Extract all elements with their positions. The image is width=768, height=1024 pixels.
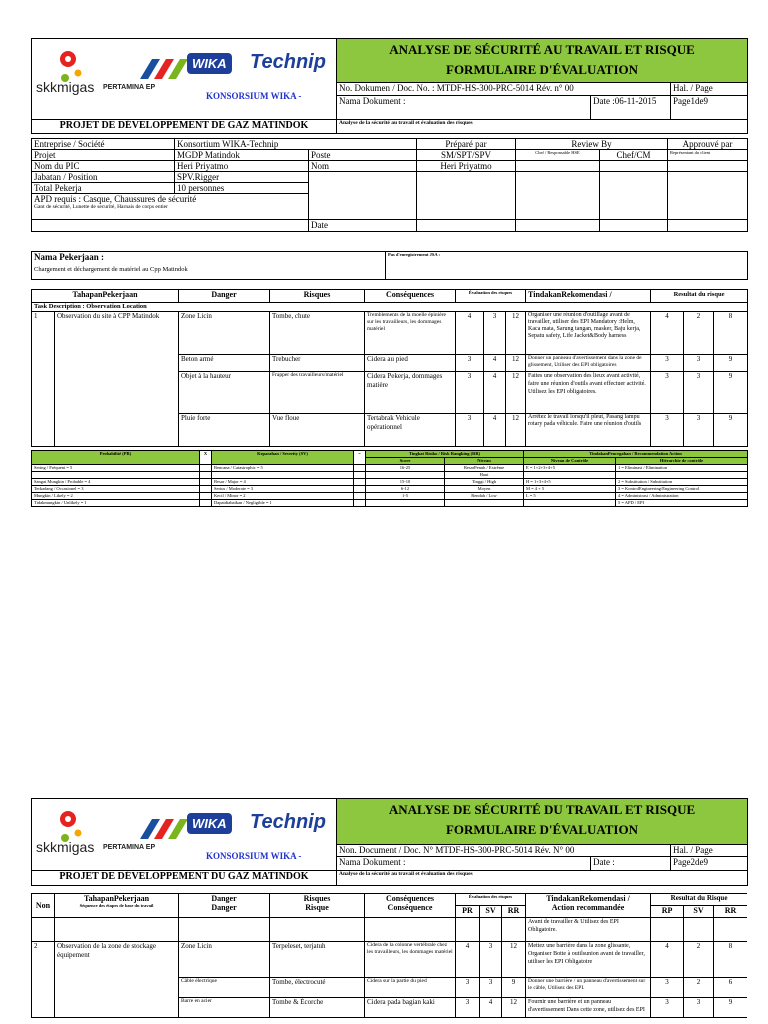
legend-prob: Sering / Fréquent = 5 (32, 465, 200, 472)
rp-cell: 3 (651, 998, 684, 1018)
pertamina-logo-icon (134, 813, 190, 843)
logo-area-p2 (32, 799, 337, 871)
apd-label: APD requis : Casque, Chaussures de sécurité (34, 194, 197, 204)
col-tindakan: TindakanRekomendasi / (546, 894, 630, 903)
legend-hier: 3 = KontrolEngineering/Engineering Control (616, 486, 748, 493)
legend-niveau: BesarPenuh / Extrême (445, 465, 524, 472)
danger-cell: Câble électrique (179, 978, 270, 998)
col-evaluation: Évaluation des risques (456, 894, 526, 906)
entreprise-value: Konsortium WIKA-Technip (175, 139, 417, 150)
legend-prob: Tidakmungkin / Unlikely = 1 (32, 500, 200, 507)
risque-cell: Tombe, chute (270, 312, 365, 355)
risk-table-page2 (31, 893, 747, 1024)
form-title-line2: FORMULAIRE D'ÉVALUATION (446, 62, 639, 77)
col-rp: RP (651, 906, 684, 918)
pic-value: Heri Priyatmo (175, 161, 309, 172)
table-row (32, 312, 748, 355)
pic-label: Nom du PIC (32, 161, 175, 172)
danger-cell: Pluie forte (179, 414, 270, 447)
skkmigas-label: skkmigas (36, 839, 95, 855)
pertamina-label: PERTAMINA EP (103, 844, 156, 851)
doc-number: No. Dokumen / Doc. No. : MTDF-HS-300-PRC-5014 Rév. n° 00 (337, 83, 671, 95)
wika-logo (187, 53, 232, 74)
legend-prob: Sangat Mungkin / Probable = 4 (32, 479, 200, 486)
projet-label: Projet (32, 150, 175, 161)
sv-cell: 3 (480, 978, 502, 998)
approve-label: Approuvé par (668, 139, 748, 150)
rrr-cell: 9 (714, 998, 747, 1018)
page-label: Hal. / Page (671, 83, 748, 95)
job-name-label: Nama Pekerjaan : (34, 252, 104, 262)
risk-table-page1 (31, 289, 747, 451)
col-resultat: Resultat du Risque (651, 894, 747, 906)
konsortium-label: KONSORSIUM WIKA - (206, 851, 302, 861)
legend-hier-header: Hiérarchie de contrôle (616, 458, 748, 465)
rsv-cell: 3 (684, 355, 714, 372)
consequence-cell: Cidera au pied (365, 355, 456, 372)
risque-cell: Frapper des travailleurs/matériel (270, 372, 365, 414)
col-rrr: RR (714, 906, 747, 918)
danger-cell: Zone Licin (179, 312, 270, 355)
pr-cell: 3 (456, 355, 484, 372)
danger-cell: Zone Licin (179, 942, 270, 978)
consequence-cell: Cidera sur la partie du pied (365, 978, 456, 998)
rr-cell: 12 (506, 414, 526, 447)
project-title: PROJET DE DÉVELOPPEMENT DE GAZ MATINDOK (32, 119, 337, 133)
legend-score: 6-12 (366, 486, 445, 493)
rrr-cell: 9 (714, 414, 748, 447)
consequence-cell: Tremblements de la moelle épinière sur les travailleurs, les dommages matériel (365, 312, 456, 355)
rr-cell: 12 (502, 942, 526, 978)
apd-value: Gant de sécurité, Lunette de securité, Harnais de corps entier (34, 204, 168, 210)
subtitle: Analyse de la sécurité au travail et évaluation des risques (337, 119, 748, 133)
page1-header (31, 38, 747, 134)
consequence-cell: Cidera Pekerja, dommages matière (365, 372, 456, 414)
logo-area (32, 39, 337, 120)
page-number: Page2de9 (671, 857, 748, 870)
sv-cell: 4 (484, 414, 506, 447)
legend-nivc: H = 1+3+4+5 (524, 479, 616, 486)
danger-cell: Barre en acier (179, 998, 270, 1018)
konsortium-label: KONSORSIUM WIKA - (206, 91, 302, 101)
action-cell: Fournir une barrière et un panneau d'avertissement Dans cette zone, utilisez des EPI (526, 998, 651, 1018)
pr-cell: 4 (456, 942, 480, 978)
legend-sev: Serius / Moderate = 3 (212, 486, 354, 493)
legend-score: 16-25 (366, 465, 445, 472)
page-number: Page1de9 (671, 95, 748, 119)
col-tahapan-sub: Séquence des étapes de base du travail (79, 903, 154, 908)
col-rr: RR (502, 906, 526, 918)
legend-sev: Bencana / Catastrophic = 5 (212, 465, 354, 472)
legend-niveau: Tinggi / High (445, 479, 524, 486)
step-description: Observation de la zone de stockage équipement (55, 942, 179, 1018)
pertamina-logo-icon (134, 53, 190, 83)
legend-hier: 2 = Substitution / Substitution (616, 479, 748, 486)
approve-value: Représentant du client (668, 150, 748, 161)
wika-logo-icon: WIKA (187, 53, 232, 74)
col-tahapan: TahapanPekerjaan (32, 290, 179, 303)
form-title-line1: ANALYSE DE SÉCURITÉ AU TRAVAIL ET RISQUE (389, 42, 695, 57)
prepare-label: Préparé par (417, 139, 516, 150)
page2-header (31, 798, 747, 886)
col-sv: SV (480, 906, 502, 918)
form-title (337, 799, 748, 845)
subtitle: Analyse de la sécurité au travail et évaluation des risques (337, 870, 748, 885)
col-pr: PR (456, 906, 480, 918)
legend-sev: Besar / Major = 4 (212, 479, 354, 486)
sv-cell: 3 (480, 942, 502, 978)
consequence-cell: Cidera pada bagian kaki (365, 998, 456, 1018)
rr-cell: 12 (502, 998, 526, 1018)
table-row (32, 918, 748, 942)
legend-eq: = (354, 451, 366, 465)
prepare-name: Heri Priyatmo (417, 161, 516, 172)
rsv-cell: 2 (684, 312, 714, 355)
legend-nivc: E = 1+2+3+4+5 (524, 465, 616, 472)
review-label: Review By (516, 139, 668, 150)
legend-niveau: Moyen (445, 486, 524, 493)
review-cm: Chef/CM (600, 150, 668, 161)
page-label: Hal. / Page (671, 845, 748, 857)
doc-date: Date :06-11-2015 (591, 95, 671, 119)
sv-cell: 3 (484, 312, 506, 355)
legend-hier: 5 = APD / EPI (616, 500, 748, 507)
col-risques: Risques (270, 290, 365, 303)
col-tindakan: TindakanRekomendasi / (526, 290, 651, 303)
form-title-line1: ANALYSE DE SÉCURITÉ DU TRAVAIL ET RISQUE (388, 802, 696, 817)
sv-cell: 4 (484, 372, 506, 414)
legend-niveau-header: Niveau (445, 458, 524, 465)
legend-prob: Mungkin / Likely = 2 (32, 493, 200, 500)
pertamina-label: PERTAMINA EP (103, 84, 156, 91)
legend-prob-header: Probabilité (PR) (32, 451, 200, 465)
col-non: Non (32, 894, 55, 918)
action-cell: Mettez une barrière dans la zone glissante, Organiser Botte à outilsunion avant de travailler, utiliser les EPI Obligatoire (526, 942, 651, 978)
nom-label: Nom (309, 161, 417, 172)
total-label: Total Pekerja (32, 183, 175, 194)
col-consequences: Conséquences (365, 290, 456, 303)
rp-cell: 3 (651, 978, 684, 998)
jabatan-label: Jabatan / Position (32, 172, 175, 183)
carry-over-action: Avant de travailler & Utilisez des EPI Obligatoire. (526, 918, 651, 942)
task-description: Task Description : Observation Location (32, 303, 748, 312)
rp-cell: 3 (651, 372, 684, 414)
col-danger: Danger (179, 290, 270, 303)
table-row (32, 942, 748, 978)
rsv-cell: 3 (684, 372, 714, 414)
legend-sev: Kecil / Minor = 2 (212, 493, 354, 500)
legend-niveau: Rendah / Low (445, 493, 524, 500)
col-resultat: Resultat du risque (651, 290, 748, 303)
legend-rank-header: Tingkat Risiko / Risk Rangking (RR) (366, 451, 524, 458)
legend-sev-header: Keparahan / Severity (SV) (212, 451, 354, 465)
date-label: Date (309, 220, 417, 232)
rrr-cell: 8 (714, 312, 748, 355)
row-number: 2 (32, 942, 55, 1018)
rsv-cell: 3 (684, 414, 714, 447)
rrr-cell: 6 (714, 978, 747, 998)
rp-cell: 4 (651, 942, 684, 978)
col-risques: Risques (303, 894, 331, 903)
rr-cell: 12 (506, 372, 526, 414)
danger-cell: Beton armé (179, 355, 270, 372)
consequence-cell: Tertabrak Vehicule opérationnel (365, 414, 456, 447)
legend-nivc: M = 4 + 5 (524, 486, 616, 493)
row-number: 1 (32, 312, 55, 447)
rr-cell: 12 (506, 312, 526, 355)
risque-cell: Terpeleset, terjatuh (270, 942, 365, 978)
pr-cell: 3 (456, 372, 484, 414)
wika-logo (187, 813, 232, 834)
form-title (337, 39, 748, 83)
rsv-cell: 3 (684, 998, 714, 1018)
entreprise-label: Entreprise / Société (32, 139, 175, 150)
pr-cell: 3 (456, 978, 480, 998)
sv-cell: 4 (484, 355, 506, 372)
col-rsv: SV (684, 906, 714, 918)
rsv-cell: 2 (684, 978, 714, 998)
pr-cell: 3 (456, 998, 480, 1018)
action-cell: Donner un panneau d'avertissement dans la zone de glissement, Utiliser des EPI obligatoires (526, 355, 651, 372)
pr-cell: 3 (456, 414, 484, 447)
action-cell: Arrêtez le travail lorsqu'il pleut, Pasang lampu rotary pada véhicule. Faire une réunion d'outils (526, 414, 651, 447)
jsa-label: Pas d'enregistrement JSA : (386, 252, 748, 280)
rrr-cell: 9 (714, 355, 748, 372)
sv-cell: 4 (480, 998, 502, 1018)
prepare-value: SM/SPT/SPV (417, 150, 516, 161)
danger-cell: Objet à la hauteur (179, 372, 270, 414)
wika-logo-icon: WIKA (187, 813, 232, 834)
jabatan-value: SPV.Rigger (175, 172, 309, 183)
rrr-cell: 8 (714, 942, 747, 978)
doc-date: Date : (591, 857, 671, 870)
rsv-cell: 2 (684, 942, 714, 978)
legend-score: 1-5 (366, 493, 445, 500)
legend-score: 15-10 (366, 479, 445, 486)
rr-cell: 9 (502, 978, 526, 998)
rrr-cell: 9 (714, 372, 748, 414)
review-hse: Chef / Responsable HSE (516, 150, 600, 161)
col-risques-sub: Risque (305, 903, 329, 912)
rr-cell: 12 (506, 355, 526, 372)
risque-cell: Vue floue (270, 414, 365, 447)
projet-value: MGDP Matindok (175, 150, 309, 161)
project-title: PROJET DE DÉVELOPPEMENT DU GAZ MATINDOK (32, 870, 337, 885)
doc-name: Nama Dokument : (337, 857, 591, 870)
col-consequences: Conséquences (385, 894, 434, 903)
technip-logo: Technip (250, 811, 326, 833)
risk-legend (31, 450, 747, 508)
col-danger-sub: Danger (211, 903, 237, 912)
risque-cell: Trebucher (270, 355, 365, 372)
col-consequences-sub: Conséquence (387, 903, 433, 912)
rp-cell: 4 (651, 312, 684, 355)
risque-cell: Tombe & Écorche (270, 998, 365, 1018)
pr-cell: 4 (456, 312, 484, 355)
action-cell: Organiser une réunion d'outillage avant de travailler, utiliser des EPI Mandatory :Helm, Kaca mata, Sarung tangan, masker, Baju kerja, Sepatu safety, Life Jacket&Body harness (526, 312, 651, 355)
legend-hier: 1 = Eliminasi / Elimination (616, 465, 748, 472)
col-danger: Danger (211, 894, 237, 903)
legend-sev: Dapatdiabaikan / Negligible = 1 (212, 500, 354, 507)
legend-x: X (200, 451, 212, 465)
action-cell: Donner une barrière / un panneau d'avertissement sur le câble, Utilisez des EPI. (526, 978, 651, 998)
col-evaluation: Évaluation des risques (456, 290, 526, 303)
legend-hier: 4 = Administrasi / Administration (616, 493, 748, 500)
job-block (31, 251, 747, 280)
info-block (31, 138, 747, 242)
legend-nivc-header: Niveau de Contrôle (524, 458, 616, 465)
rp-cell: 3 (651, 414, 684, 447)
consequence-cell: Cidera de la colonne vertébrale chez les travailleurs, les dommages matériel (365, 942, 456, 978)
doc-number: Non. Document / Doc. N° MTDF-HS-300-PRC-5014 Rév. N° 00 (337, 845, 671, 857)
action-cell: Faites une observation des lieux avant activité, faire une réunion d'outils avant effectuer activité. Utilisez les EPI obligatoires. (526, 372, 651, 414)
legend-score-header: Score (366, 458, 445, 465)
rp-cell: 3 (651, 355, 684, 372)
total-value: 10 personnes (175, 183, 309, 194)
technip-logo: Technip (250, 51, 326, 73)
form-title-line2: FORMULAIRE D'ÉVALUATION (445, 822, 638, 837)
col-tahapan: TahapanPekerjaan (83, 894, 150, 903)
legend-tind-header: TindakanPencegahan / Recommendation Action (524, 451, 748, 458)
col-action: Action recommandée (551, 903, 625, 912)
doc-name: Nama Dokument : (337, 95, 591, 119)
skkmigas-label: skkmigas (36, 79, 95, 95)
step-description: Observation du site à CPP Matindok (55, 312, 179, 447)
legend-prob: Terkadang / Occasionel = 3 (32, 486, 200, 493)
legend-niveau: Haut (445, 472, 524, 479)
legend-nivc: L = 5 (524, 493, 616, 500)
risque-cell: Tombe, électrocuté (270, 978, 365, 998)
job-name-value: Chargement et déchargement de matériel au Cpp Matindok (34, 266, 188, 273)
poste-label: Poste (309, 150, 417, 161)
